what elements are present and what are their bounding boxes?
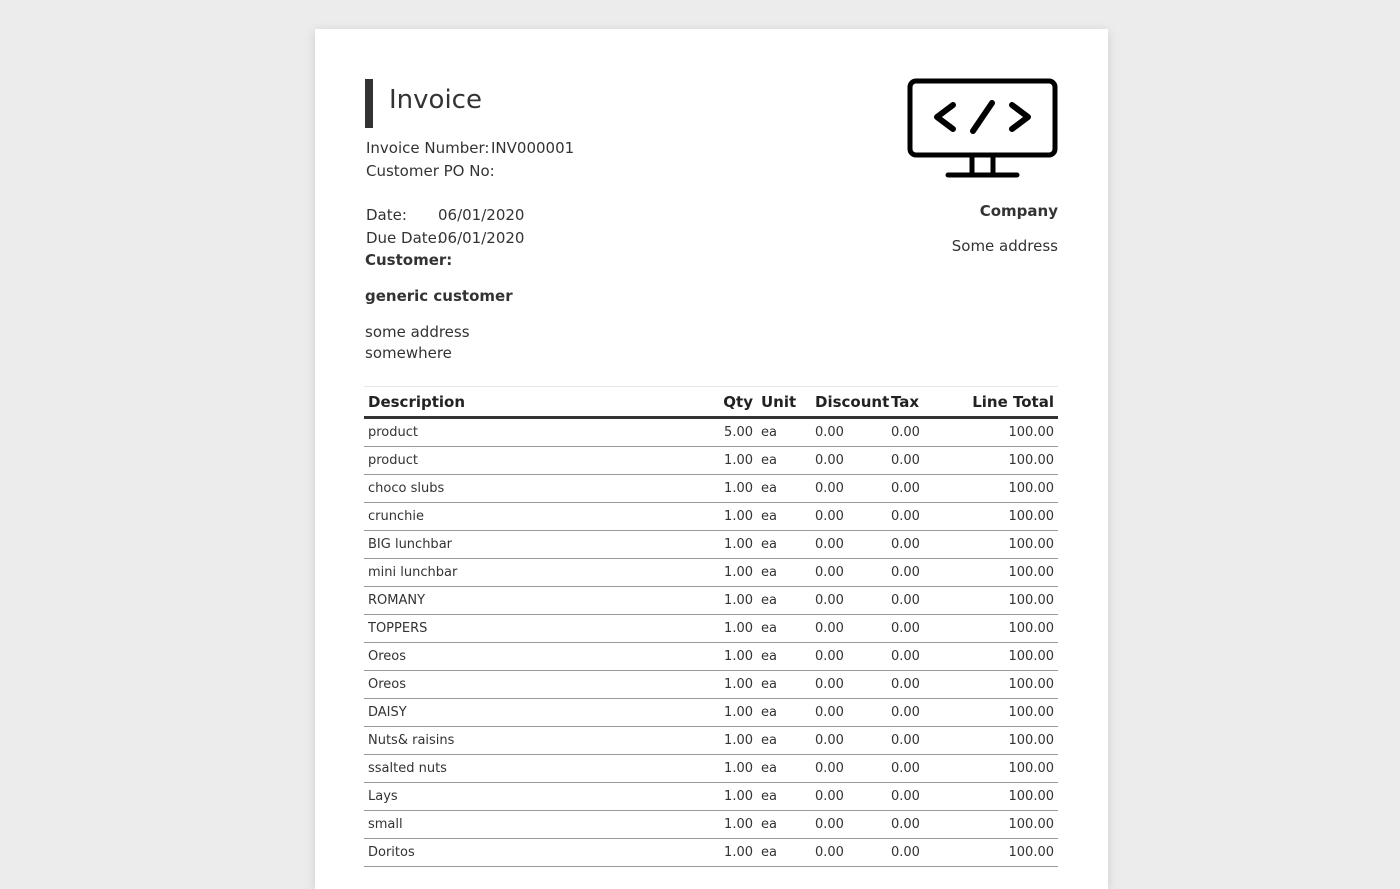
column-header-qty: Qty [698,388,757,418]
cell-unit: ea [757,447,811,475]
cell-tax: 0.00 [887,839,947,867]
cell-line-total: 100.00 [947,475,1058,503]
cell-tax: 0.00 [887,755,947,783]
cell-tax: 0.00 [887,418,947,447]
cell-description: choco slubs [364,475,698,503]
table-row [364,643,1058,671]
table-row [364,418,1058,447]
cell-description: BIG lunchbar [364,531,698,559]
cell-qty: 1.00 [698,671,757,699]
cell-description: product [364,447,698,475]
cell-tax: 0.00 [887,503,947,531]
cell-description: crunchie [364,503,698,531]
cell-discount: 0.00 [811,587,887,615]
table-row [364,531,1058,559]
table-row [364,475,1058,503]
cell-line-total: 100.00 [947,671,1058,699]
cell-line-total: 100.00 [947,783,1058,811]
cell-unit: ea [757,531,811,559]
cell-description: DAISY [364,699,698,727]
cell-unit: ea [757,839,811,867]
table-row [364,839,1058,867]
cell-discount: 0.00 [811,839,887,867]
table-row [364,615,1058,643]
cell-discount: 0.00 [811,727,887,755]
cell-unit: ea [757,587,811,615]
monitor-code-icon [907,78,1058,180]
cell-unit: ea [757,643,811,671]
cell-line-total: 100.00 [947,503,1058,531]
cell-discount: 0.00 [811,671,887,699]
cell-description: ssalted nuts [364,755,698,783]
cell-description: small [364,811,698,839]
table-row [364,783,1058,811]
cell-line-total: 100.00 [947,643,1058,671]
invoice-number-label: Invoice Number: [366,139,490,157]
column-header-line-total: Line Total [947,388,1058,418]
table-row [364,811,1058,839]
cell-tax: 0.00 [887,447,947,475]
cell-line-total: 100.00 [947,811,1058,839]
customer-address-line2: somewhere [365,344,452,362]
cell-unit: ea [757,418,811,447]
cell-tax: 0.00 [887,671,947,699]
line-items-table [364,388,1058,867]
cell-description: Oreos [364,671,698,699]
due-date-value: 06/01/2020 [438,229,525,247]
cell-discount: 0.00 [811,699,887,727]
column-header-description: Description [364,388,698,418]
cell-discount: 0.00 [811,475,887,503]
cell-description: Nuts& raisins [364,727,698,755]
cell-discount: 0.00 [811,503,887,531]
cell-tax: 0.00 [887,475,947,503]
cell-qty: 1.00 [698,587,757,615]
cell-tax: 0.00 [887,615,947,643]
invoice-page [315,29,1108,889]
cell-discount: 0.00 [811,447,887,475]
customer-name: generic customer [365,287,513,305]
cell-tax: 0.00 [887,531,947,559]
cell-discount: 0.00 [811,559,887,587]
cell-unit: ea [757,783,811,811]
table-header-row [364,388,1058,418]
cell-qty: 1.00 [698,839,757,867]
cell-tax: 0.00 [887,783,947,811]
cell-unit: ea [757,503,811,531]
cell-qty: 5.00 [698,418,757,447]
company-address: Some address [951,237,1058,255]
cell-qty: 1.00 [698,615,757,643]
cell-discount: 0.00 [811,783,887,811]
cell-description: Lays [364,783,698,811]
table-row [364,699,1058,727]
section-divider [364,386,1058,387]
cell-description: TOPPERS [364,615,698,643]
cell-discount: 0.00 [811,811,887,839]
company-name: Company [979,202,1058,220]
cell-qty: 1.00 [698,447,757,475]
cell-discount: 0.00 [811,643,887,671]
cell-tax: 0.00 [887,559,947,587]
cell-unit: ea [757,811,811,839]
table-row [364,727,1058,755]
cell-discount: 0.00 [811,615,887,643]
customer-label: Customer: [365,251,453,269]
cell-qty: 1.00 [698,643,757,671]
column-header-tax: Tax [887,388,947,418]
cell-unit: ea [757,727,811,755]
column-header-discount: Discount [811,388,887,418]
column-header-unit: Unit [757,388,811,418]
cell-qty: 1.00 [698,503,757,531]
cell-description: mini lunchbar [364,559,698,587]
table-row [364,559,1058,587]
cell-discount: 0.00 [811,755,887,783]
title-accent-bar [365,79,373,128]
cell-qty: 1.00 [698,531,757,559]
date-label: Date: [366,206,407,224]
cell-line-total: 100.00 [947,587,1058,615]
customer-po-label: Customer PO No: [366,162,495,180]
cell-tax: 0.00 [887,587,947,615]
cell-line-total: 100.00 [947,418,1058,447]
cell-description: Oreos [364,643,698,671]
cell-line-total: 100.00 [947,615,1058,643]
cell-tax: 0.00 [887,727,947,755]
cell-unit: ea [757,671,811,699]
cell-unit: ea [757,699,811,727]
cell-line-total: 100.00 [947,559,1058,587]
cell-discount: 0.00 [811,531,887,559]
cell-description: product [364,418,698,447]
cell-tax: 0.00 [887,643,947,671]
table-body [364,418,1058,867]
cell-description: ROMANY [364,587,698,615]
due-date-label: Due Date: [366,229,442,247]
table-row [364,587,1058,615]
cell-qty: 1.00 [698,699,757,727]
cell-line-total: 100.00 [947,447,1058,475]
cell-line-total: 100.00 [947,755,1058,783]
cell-unit: ea [757,615,811,643]
table-row [364,755,1058,783]
cell-qty: 1.00 [698,727,757,755]
cell-line-total: 100.00 [947,699,1058,727]
cell-qty: 1.00 [698,475,757,503]
table-row [364,503,1058,531]
cell-tax: 0.00 [887,699,947,727]
customer-address-line1: some address [365,323,470,341]
table-row [364,671,1058,699]
cell-line-total: 100.00 [947,727,1058,755]
cell-line-total: 100.00 [947,839,1058,867]
invoice-number-value: INV000001 [491,139,575,157]
date-value: 06/01/2020 [438,206,525,224]
cell-qty: 1.00 [698,811,757,839]
cell-unit: ea [757,559,811,587]
cell-qty: 1.00 [698,783,757,811]
cell-unit: ea [757,755,811,783]
page-title: Invoice [389,85,482,115]
cell-tax: 0.00 [887,811,947,839]
table-row [364,447,1058,475]
cell-qty: 1.00 [698,755,757,783]
cell-line-total: 100.00 [947,531,1058,559]
cell-qty: 1.00 [698,559,757,587]
cell-discount: 0.00 [811,418,887,447]
cell-unit: ea [757,475,811,503]
cell-description: Doritos [364,839,698,867]
